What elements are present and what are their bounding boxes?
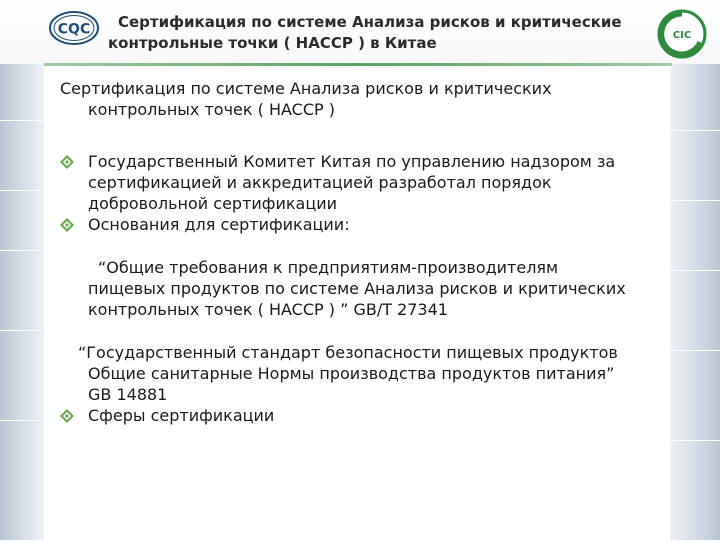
quote-2-line-1: “Государственный стандарт безопасности пищевых продуктов bbox=[78, 343, 618, 362]
diamond-bullet-icon bbox=[60, 218, 74, 232]
quote-2-line-3: GB 14881 bbox=[88, 385, 168, 404]
cqc-logo-text: CQC bbox=[57, 21, 91, 38]
slide-body bbox=[60, 78, 668, 426]
right-side-band bbox=[670, 0, 720, 540]
quote-1-line-1: “Общие требования к предприятиям-производителям bbox=[98, 258, 559, 277]
bullet-committee-line-2: сертификацией и аккредитацией разработал порядок bbox=[88, 173, 552, 192]
bullet-grounds-text: Основания для сертификации: bbox=[88, 215, 350, 234]
slide-title-line-2: контрольные точки ( HACCP ) в Китае bbox=[108, 34, 437, 52]
bullet-item-grounds bbox=[60, 214, 668, 235]
left-side-band bbox=[0, 0, 44, 540]
cqc-logo-icon bbox=[48, 10, 100, 46]
content-heading-line-2: контрольных точек ( HACCP ) bbox=[88, 100, 335, 119]
bullet-committee-line-3: добровольной сертификации bbox=[88, 194, 338, 213]
quote-1-line-2: пищевых продуктов по системе Анализа рисков и критических bbox=[88, 279, 626, 298]
quote-general-requirements bbox=[60, 257, 668, 320]
slide-title bbox=[108, 12, 648, 54]
bullet-committee-line-1: Государственный Комитет Китая по управлению надзором за bbox=[88, 152, 616, 171]
header-divider bbox=[44, 63, 672, 66]
bullet-scope-text: Сферы сертификации bbox=[88, 406, 275, 425]
content-heading-line-1: Сертификация по системе Анализа рисков и критических bbox=[60, 79, 552, 98]
bullet-item-committee bbox=[60, 151, 668, 214]
slide-title-line-1: Сертификация по системе Анализа рисков и критические bbox=[118, 13, 622, 31]
diamond-bullet-icon bbox=[60, 155, 74, 169]
quote-state-standard bbox=[60, 342, 668, 405]
cic-logo-text: CIC bbox=[672, 30, 692, 41]
quote-1-line-3: контрольных точек ( HACCP ) ” GB/T 27341 bbox=[88, 300, 448, 319]
quote-2-line-2: Общие санитарные Нормы производства продуктов питания” bbox=[88, 364, 615, 383]
bullet-item-scope bbox=[60, 405, 668, 426]
diamond-bullet-icon bbox=[60, 409, 74, 423]
cic-logo-icon bbox=[656, 8, 708, 60]
